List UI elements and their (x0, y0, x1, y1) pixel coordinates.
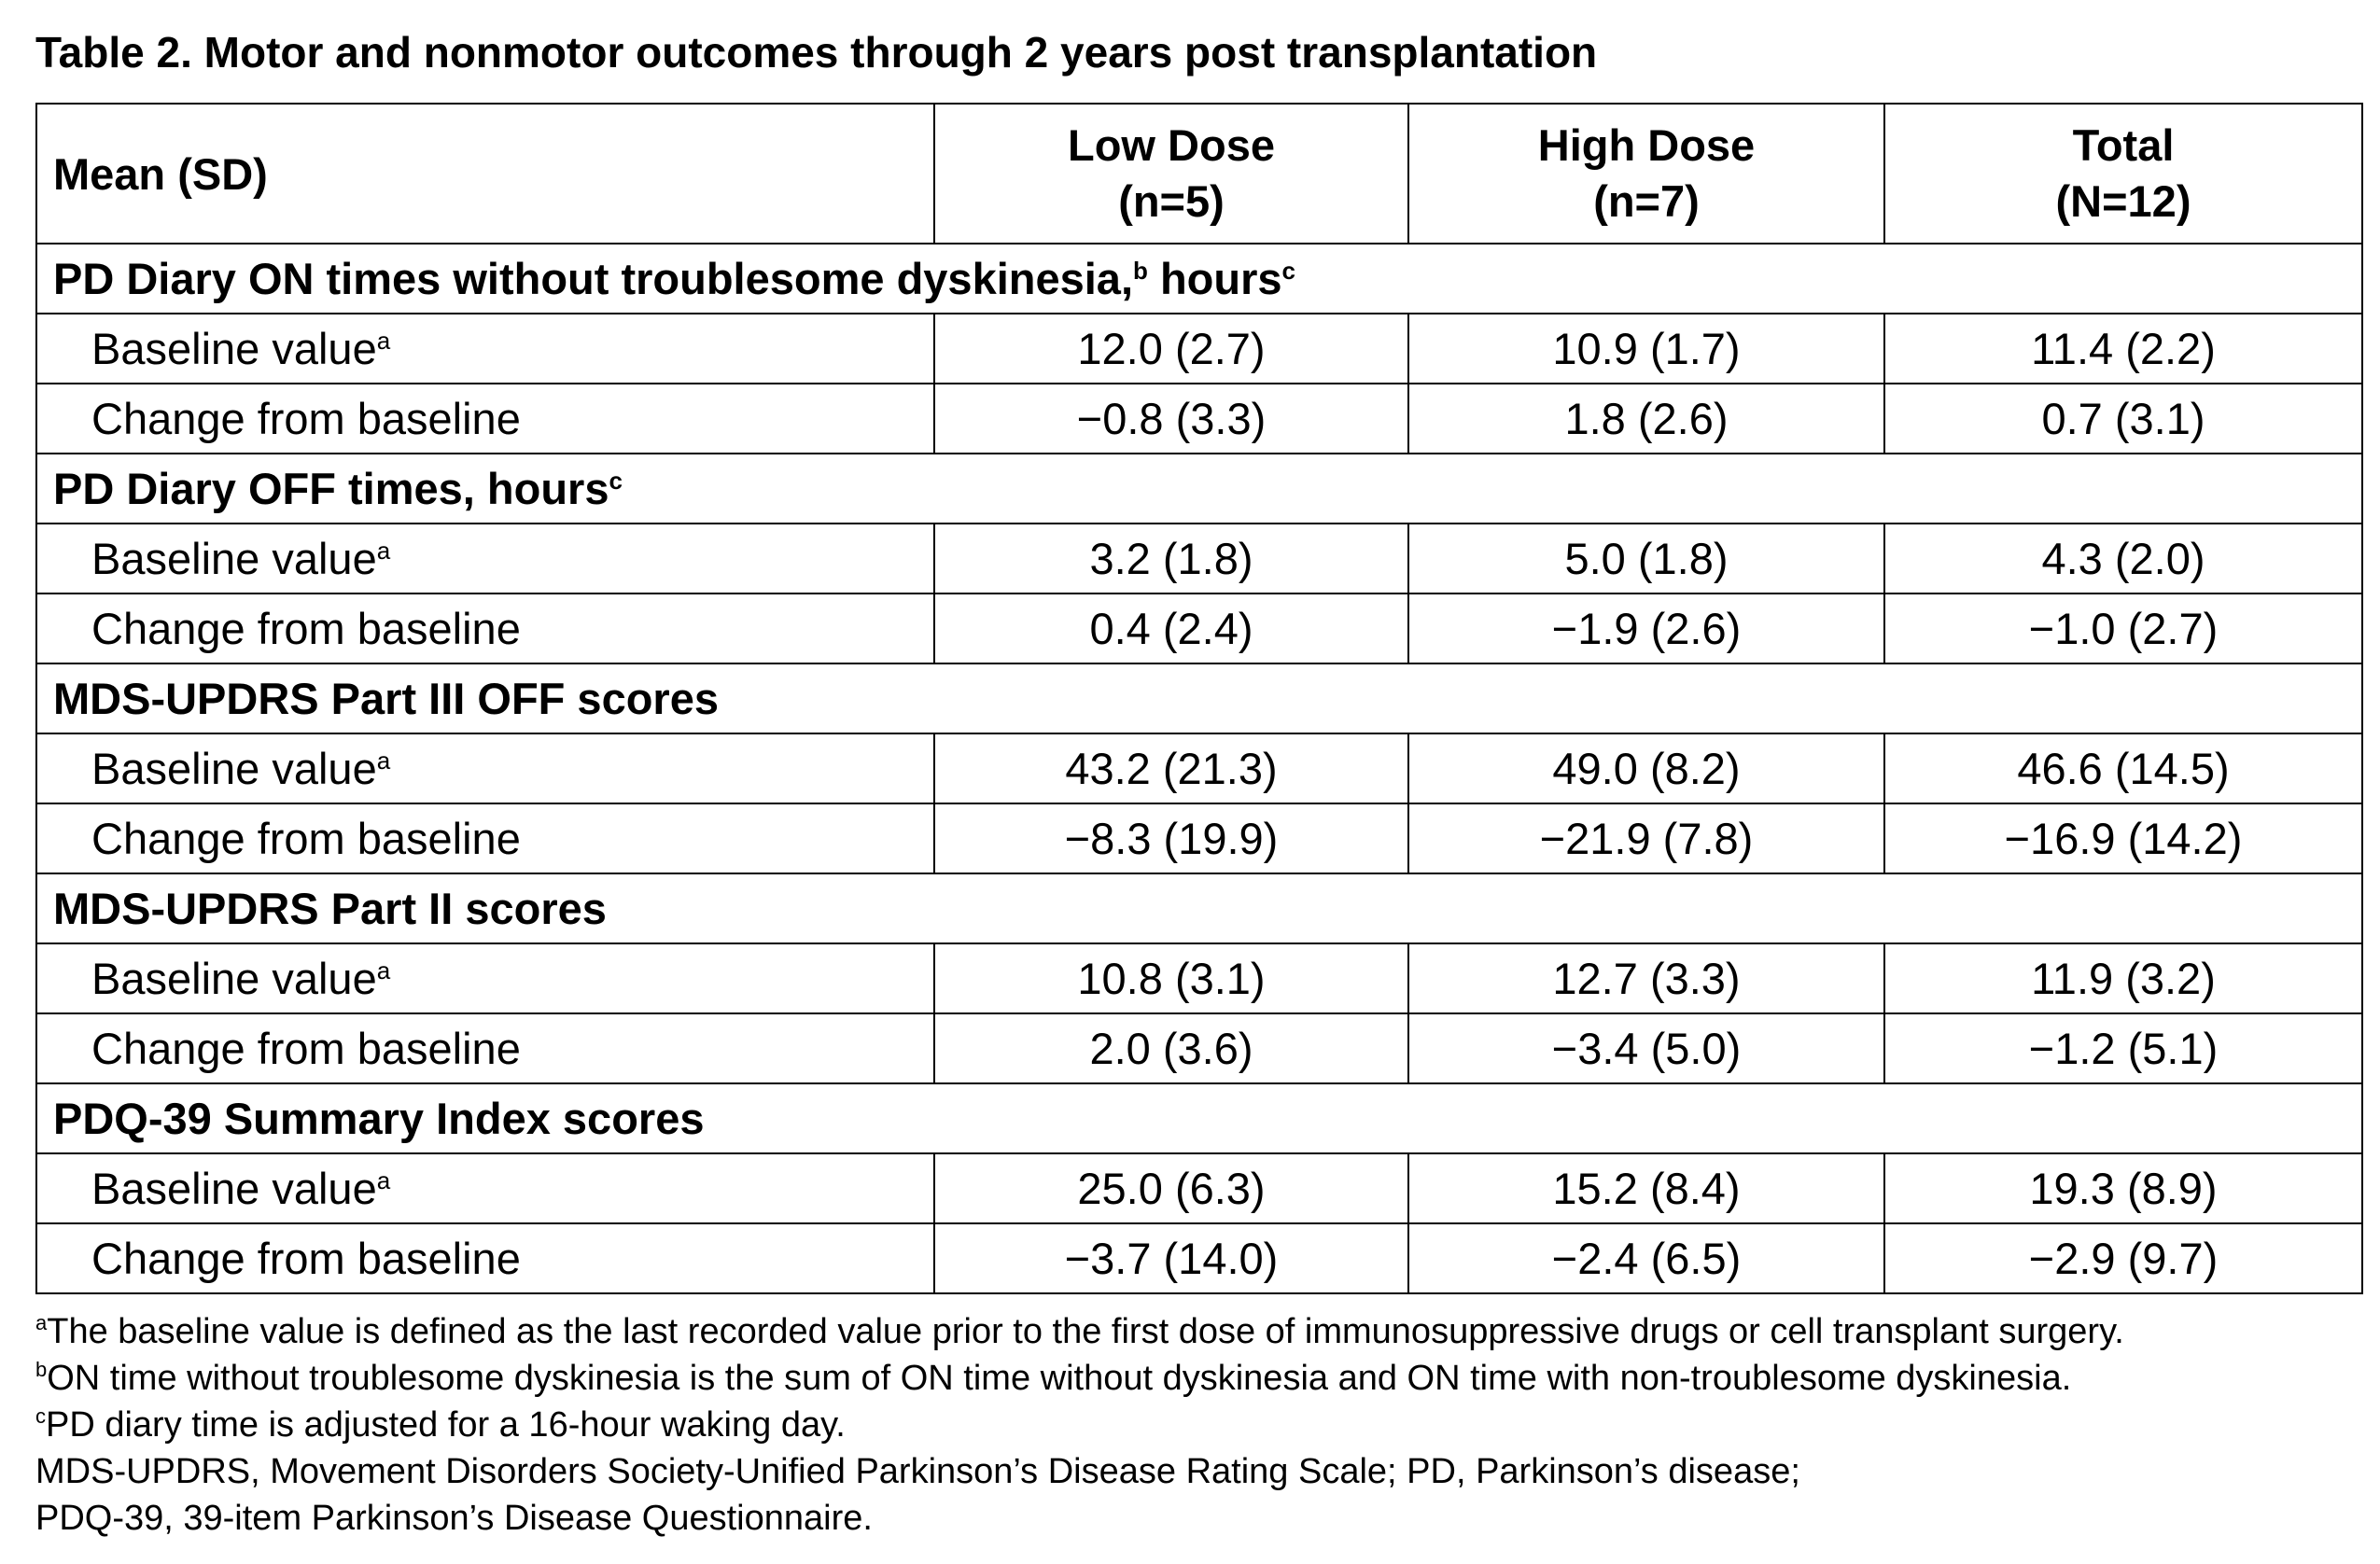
cell-high-dose: −3.4 (5.0) (1408, 1013, 1884, 1083)
cell-high-dose: 10.9 (1.7) (1408, 314, 1884, 384)
cell-low-dose: −0.8 (3.3) (934, 384, 1408, 454)
header-row (36, 104, 2362, 244)
abbreviations-line-1: MDS-UPDRS, Movement Disorders Society-Unified Parkinson’s Disease Rating Scale; PD, Parkinson’s disease; (35, 1452, 1800, 1491)
cell-high-dose: −21.9 (7.8) (1408, 803, 1884, 873)
section-header-row (36, 663, 2362, 733)
column-name: Low Dose (1068, 120, 1275, 170)
cell-high-dose: 49.0 (8.2) (1408, 733, 1884, 803)
row-label: Baseline value$^a$ (36, 1153, 934, 1223)
outcomes-table (35, 103, 2363, 1294)
footnote-mark: a (376, 537, 391, 565)
column-n: (n=7) (1593, 176, 1700, 226)
cell-low-dose: 43.2 (21.3) (934, 733, 1408, 803)
cell-total: 11.4 (2.2) (1884, 314, 2362, 384)
section-header-row (36, 873, 2362, 943)
footnote-mark: c (35, 1404, 46, 1428)
table-row (36, 1153, 2362, 1223)
table-title: Table 2. Motor and nonmotor outcomes through 2 years post transplantation (35, 28, 1598, 77)
section-title: PDQ-39 Summary Index scores (36, 1083, 2362, 1153)
table-row (36, 524, 2362, 593)
cell-total: −16.9 (14.2) (1884, 803, 2362, 873)
cell-low-dose: −8.3 (19.9) (934, 803, 1408, 873)
table-row (36, 733, 2362, 803)
column-header-high-dose (1408, 104, 1884, 244)
footnote-mark: b (1133, 257, 1148, 285)
footnote-mark: a (376, 957, 391, 984)
cell-high-dose: −1.9 (2.6) (1408, 593, 1884, 663)
row-label: Change from baseline (36, 1013, 934, 1083)
column-name: Total (2072, 120, 2175, 170)
footnote-b: $^b$ON time without troublesome dyskinesia is the sum of ON time without dyskinesia and ON time with non-troublesome dyskinesia. (35, 1358, 2072, 1398)
abbreviations-line-2: PDQ-39, 39-item Parkinson’s Disease Questionnaire. (35, 1499, 873, 1538)
section-title: MDS-UPDRS Part III OFF scores (36, 663, 2362, 733)
table-row (36, 943, 2362, 1013)
row-label: Baseline value$^a$ (36, 733, 934, 803)
row-label: Baseline value$^a$ (36, 524, 934, 593)
cell-total: −1.2 (5.1) (1884, 1013, 2362, 1083)
footnote-mark: c (609, 467, 623, 495)
cell-low-dose: 10.8 (3.1) (934, 943, 1408, 1013)
table-row (36, 803, 2362, 873)
cell-high-dose: 12.7 (3.3) (1408, 943, 1884, 1013)
footnote-mark: a (376, 1166, 391, 1194)
column-n: (n=5) (1118, 176, 1225, 226)
table-row (36, 314, 2362, 384)
cell-total: 0.7 (3.1) (1884, 384, 2362, 454)
row-label: Change from baseline (36, 803, 934, 873)
section-header-row (36, 244, 2362, 314)
table-row (36, 1223, 2362, 1293)
row-label: Change from baseline (36, 1223, 934, 1293)
table-row (36, 593, 2362, 663)
footnote-mark: a (35, 1311, 48, 1334)
cell-low-dose: 12.0 (2.7) (934, 314, 1408, 384)
footnote-mark: a (376, 327, 391, 355)
cell-total: −1.0 (2.7) (1884, 593, 2362, 663)
cell-low-dose: 2.0 (3.6) (934, 1013, 1408, 1083)
section-header-row (36, 454, 2362, 524)
cell-low-dose: 25.0 (6.3) (934, 1153, 1408, 1223)
cell-high-dose: 15.2 (8.4) (1408, 1153, 1884, 1223)
row-label: Change from baseline (36, 593, 934, 663)
column-header-total (1884, 104, 2362, 244)
table-row (36, 1013, 2362, 1083)
footnotes (35, 1308, 2124, 1542)
table-row (36, 384, 2362, 454)
section-title: PD Diary OFF times, hours$^c$ (36, 454, 2362, 524)
cell-low-dose: 3.2 (1.8) (934, 524, 1408, 593)
section-title: PD Diary ON times without troublesome dyskinesia,$^b$ hours$^c$ (36, 244, 2362, 314)
cell-high-dose: −2.4 (6.5) (1408, 1223, 1884, 1293)
row-label: Change from baseline (36, 384, 934, 454)
footnote-c: $^c$PD diary time is adjusted for a 16-hour waking day. (35, 1404, 846, 1445)
cell-high-dose: 1.8 (2.6) (1408, 384, 1884, 454)
cell-total: 46.6 (14.5) (1884, 733, 2362, 803)
footnote-mark: b (35, 1358, 48, 1381)
cell-low-dose: −3.7 (14.0) (934, 1223, 1408, 1293)
column-n: (N=12) (2055, 176, 2191, 226)
cell-total: 19.3 (8.9) (1884, 1153, 2362, 1223)
row-label: Baseline value$^a$ (36, 943, 934, 1013)
column-name: High Dose (1537, 120, 1756, 170)
cell-total: 4.3 (2.0) (1884, 524, 2362, 593)
corner-header: Mean (SD) (36, 104, 934, 244)
cell-total: −2.9 (9.7) (1884, 1223, 2362, 1293)
footnote-mark: a (376, 747, 391, 775)
footnote-mark: c (1281, 257, 1295, 285)
cell-high-dose: 5.0 (1.8) (1408, 524, 1884, 593)
cell-low-dose: 0.4 (2.4) (934, 593, 1408, 663)
footnote-a: $^a$The baseline value is defined as the last recorded value prior to the first dose of immunosuppressive drugs or cell transplant surgery. (35, 1311, 2124, 1351)
section-header-row (36, 1083, 2362, 1153)
row-label: Baseline value$^a$ (36, 314, 934, 384)
cell-total: 11.9 (3.2) (1884, 943, 2362, 1013)
section-title: MDS-UPDRS Part II scores (36, 873, 2362, 943)
column-header-low-dose (934, 104, 1408, 244)
